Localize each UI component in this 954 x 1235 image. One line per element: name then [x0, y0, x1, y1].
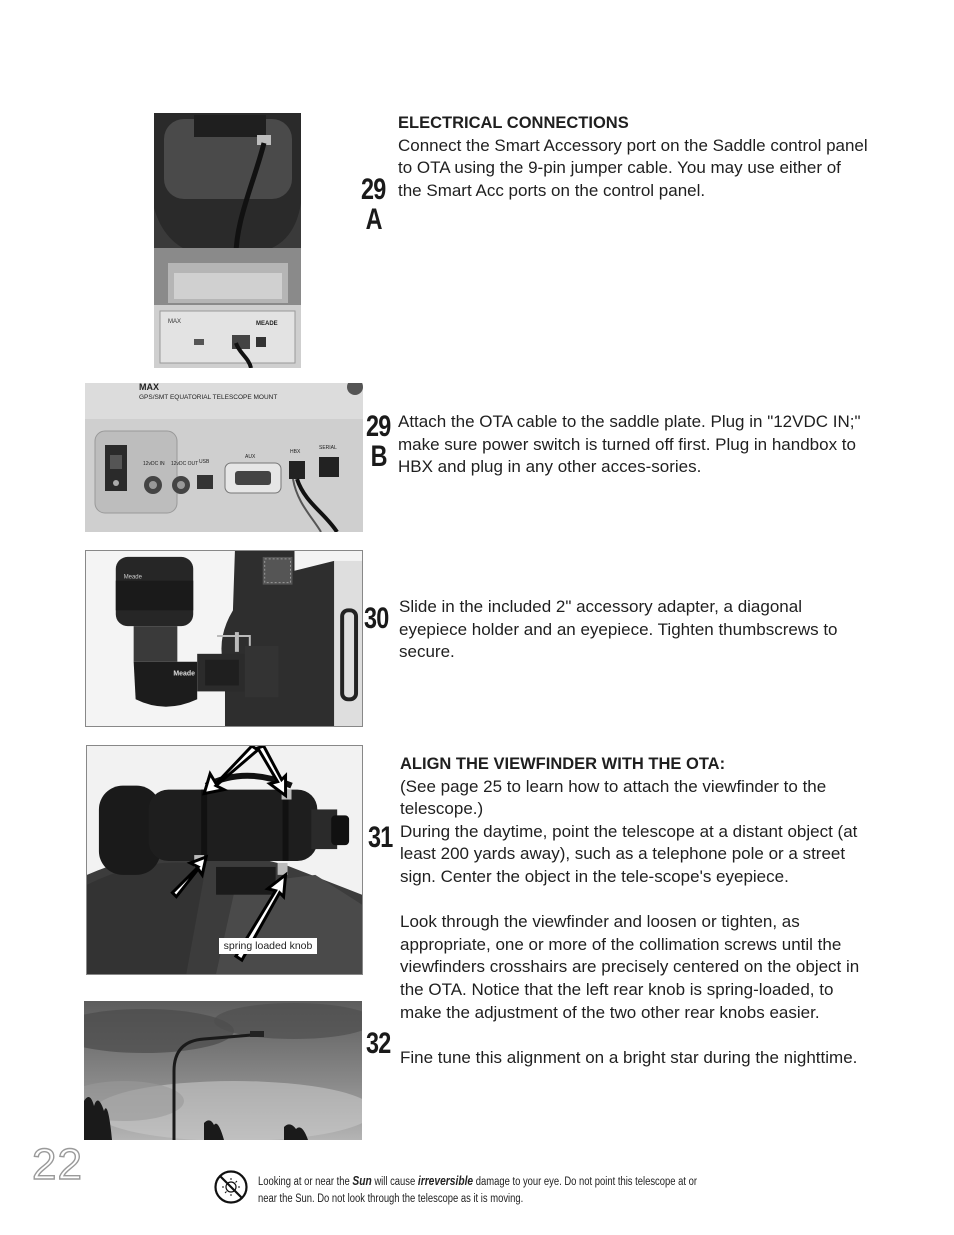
- step-number-30: [364, 604, 388, 634]
- step-29b-paragraph: Attach the OTA cable to the saddle plate. Plug in "12VDC IN;" make sure power switch is turned off first. Plug in handbox to HBX and plug in any other acces-sories.: [398, 412, 861, 477]
- warning-sun: Sun: [352, 1174, 372, 1188]
- step-29b-text: [398, 411, 866, 479]
- step-30-text: [399, 596, 867, 664]
- section-heading-electrical: ELECTRICAL CONNECTIONS: [398, 114, 629, 132]
- step-number-32: [366, 1029, 390, 1059]
- panel-brand-label: MEADE: [256, 321, 278, 327]
- step-31-paragraph-2: During the daytime, point the telescope at a distant object (at least 200 yards away), such as a telephone pole or a street sign. Center the object in the tele-scope's eyepiece.: [400, 821, 858, 886]
- step-number-29a-line2: A: [365, 203, 382, 236]
- port-12vdc-out-label: 12vDC OUT: [171, 461, 199, 467]
- photo-29b-control-panel: [85, 383, 363, 532]
- port-usb-label: USB: [199, 459, 210, 465]
- photo-29a-cable-connection: [154, 113, 301, 368]
- step-30-paragraph: Slide in the included 2" accessory adapter, a diagonal eyepiece holder and an eyepiece. Tighten thumbscrews to secure.: [399, 597, 838, 662]
- port-aux-label: AUX: [245, 454, 256, 460]
- step-number-31: [368, 823, 392, 853]
- panel-model-label: MAX: [168, 319, 182, 325]
- step-31-paragraph-1: (See page 25 to learn how to attach the viewfinder to the telescope.): [400, 776, 827, 819]
- step-number-29b: [366, 412, 390, 472]
- step-number-31-line1: 31: [368, 821, 393, 854]
- spring-loaded-knob-caption: spring loaded knob: [219, 938, 317, 954]
- diagonal-brand-label: Meade: [173, 670, 195, 678]
- step-number-29a: [361, 175, 385, 235]
- sun-warning-icon: [214, 1170, 248, 1204]
- port-12vdc-in-label: 12vDC IN: [143, 461, 165, 467]
- warning-part2: will cause: [371, 1176, 418, 1188]
- step-number-29b-line1: 29: [366, 410, 391, 443]
- photo-32-street-lamp: [84, 1001, 362, 1140]
- warning-irreversible: irreversible: [417, 1174, 474, 1188]
- port-serial-label: SERIAL: [319, 445, 337, 451]
- step-31-text: [400, 753, 872, 1069]
- mount-subtitle-label: GPS/SMT EQUATORIAL TELESCOPE MOUNT: [139, 394, 278, 401]
- eyepiece-brand-label: Meade: [123, 574, 142, 581]
- warning-part1: Looking at or near the: [258, 1176, 353, 1188]
- step-29a-text: [398, 112, 868, 202]
- step-29a-paragraph: Connect the Smart Accessory port on the Saddle control panel to OTA using the 9-pin jumper cable. You may use either of the Smart Acc ports on the control panel.: [398, 135, 868, 200]
- photo-30-diagonal-eyepiece: [85, 550, 363, 727]
- step-number-30-line1: 30: [364, 602, 389, 635]
- warning-part3: damage to your eye. Do not point this telescope at or near the Sun. Do not look through the telescope as it is moving.: [258, 1176, 697, 1205]
- section-heading-align-viewfinder: ALIGN THE VIEWFINDER WITH THE OTA:: [400, 755, 726, 773]
- step-number-29b-line2: B: [370, 440, 387, 473]
- sun-warning-text: [258, 1173, 717, 1208]
- port-hbx-label: HBX: [290, 449, 301, 455]
- step-number-29a-line1: 29: [361, 173, 386, 206]
- mount-title-label: MAX: [139, 383, 159, 392]
- step-number-32-line1: 32: [366, 1027, 391, 1060]
- step-31-paragraph-4: Fine tune this alignment on a bright star during the nighttime.: [400, 1047, 858, 1067]
- step-31-paragraph-3: Look through the viewfinder and loosen or tighten, as appropriate, one or more of the collimation screws until the viewfinders crosshairs are precisely centered on the object in the OTA. Notice that the left rear knob is spring-loaded, to make the adjustment of the two other rear knobs easier.: [400, 912, 860, 1022]
- page-number: 22: [32, 1140, 83, 1189]
